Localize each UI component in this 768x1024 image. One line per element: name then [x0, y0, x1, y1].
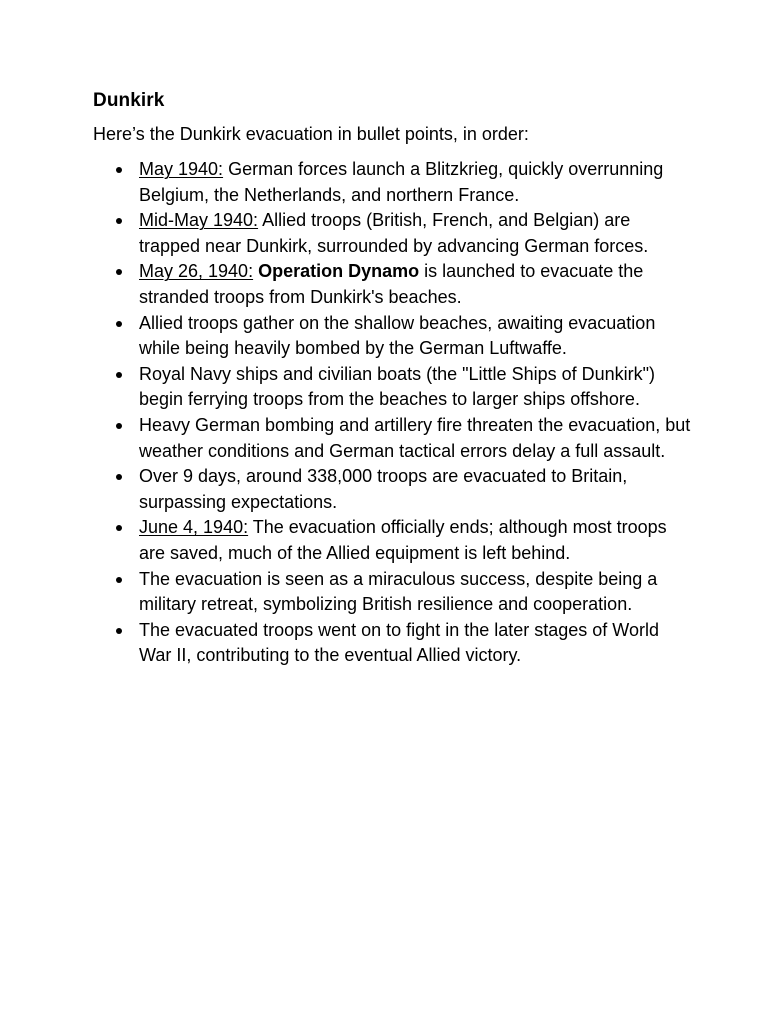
operation-name: Operation Dynamo: [258, 261, 420, 282]
bullet-text: is launched to evacuate the stranded troops from Dunkirk's beaches.: [139, 261, 644, 307]
document-title: Dunkirk: [93, 90, 165, 111]
date-label: May 1940:: [139, 159, 224, 179]
document-page: [93, 88, 693, 669]
list-item: [93, 464, 693, 515]
list-item: [93, 362, 693, 413]
bullet-icon: [116, 167, 122, 173]
bullet-icon: [116, 423, 122, 429]
date-label: May 26, 1940:: [139, 261, 254, 282]
bullet-text: The evacuation is seen as a miraculous success, despite being a military retreat, symbolizing British resilience and cooperation.: [139, 568, 658, 615]
bullet-icon: [116, 218, 122, 224]
list-item: [93, 157, 693, 208]
bullet-icon: [116, 372, 122, 378]
bullet-text: The evacuated troops went on to fight in the later stages of World War II, contributing to the eventual Allied victory.: [139, 619, 659, 666]
bullet-text: German forces launch a Blitzkrieg, quickly overrunning Belgium, the Netherlands, and northern France.: [139, 159, 664, 205]
date-label: Mid-May 1940:: [139, 210, 259, 231]
list-item: [93, 567, 693, 618]
bullet-icon: [116, 525, 122, 531]
bullet-text: Allied troops (British, French, and Belgian) are trapped near Dunkirk, surrounded by advancing German forces.: [139, 210, 649, 256]
bullet-text: Over 9 days, around 338,000 troops are evacuated to Britain, surpassing expectations.: [139, 466, 628, 512]
intro-paragraph: Here’s the Dunkirk evacuation in bullet points, in order:: [93, 124, 529, 144]
list-item: [93, 618, 693, 669]
list-item: [93, 311, 693, 362]
list-item: [93, 208, 693, 259]
date-label: June 4, 1940:: [139, 517, 249, 538]
bullet-text: The evacuation officially ends; although most troops are saved, much of the Allied equipment is left behind.: [139, 517, 667, 563]
list-item: [93, 259, 693, 310]
bullet-icon: [116, 269, 122, 275]
bullet-text: Heavy German bombing and artillery fire threaten the evacuation, but weather conditions and German tactical errors delay a full assault.: [139, 414, 691, 461]
bullet-icon: [116, 628, 122, 634]
bullet-text: Allied troops gather on the shallow beaches, awaiting evacuation while being heavily bombed by the German Luftwaffe.: [139, 312, 656, 359]
list-item: [93, 515, 693, 566]
list-item: [93, 413, 693, 464]
bullet-icon: [116, 321, 122, 327]
bullet-list: [93, 157, 693, 669]
bullet-icon: [116, 474, 122, 480]
bullet-icon: [116, 577, 122, 583]
bullet-text: Royal Navy ships and civilian boats (the "Little Ships of Dunkirk") begin ferrying troops from the beaches to larger ships offshore.: [139, 363, 656, 410]
